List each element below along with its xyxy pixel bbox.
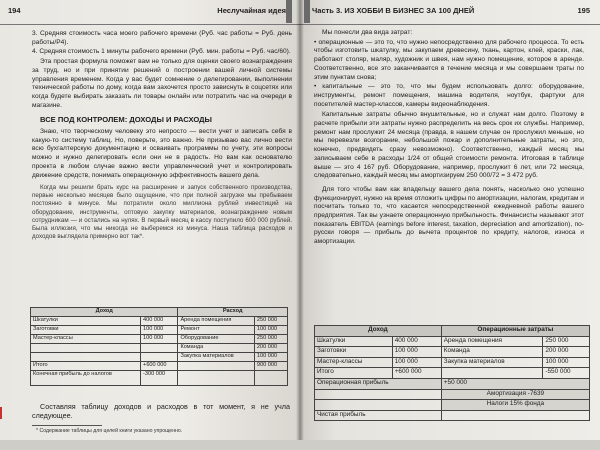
right-text-top [314,29,584,248]
right-bullet-list [314,39,584,110]
table-cell [254,371,287,386]
table-cell: Ремонт [178,326,254,335]
book-bottom-edge [0,440,600,450]
table-cell [441,368,543,379]
amortization-cell [441,389,589,400]
table-row [315,368,590,379]
table-cell: 100 000 [254,326,287,335]
tax-cell: Налоги 15% фонда [441,400,589,411]
table-row [31,362,288,371]
table-cell: Шкатулки [31,317,141,326]
left-paragraph-3: Когда мы решили брать курс на расширение и запуск собственного производства, первые несколько месяцев было ощущение, что при полной загрузке мы пребываем постоянно в минусе. Мы потратили около миллиона рублей инвестиций на оборудование, инструменты, оптовую закупку материалов, вознаграждение новым сотрудникам — и остались на нулях. В первый месяц в кассу поступило 600 000 рублей. Была иллюзия, что мы никогда не выберемся из минуса. Наша таблица расходов и доходов выглядела примерно вот так*. [32,184,292,240]
table-cell: 900 000 [254,362,287,371]
table-cell: Заготовки [315,347,393,358]
table-row [315,389,590,400]
right-page [300,0,600,450]
table-cell: 400 000 [392,336,441,347]
table-cell: Заготовки [31,326,141,335]
left-header-tab [286,0,292,23]
table-cell: -300 000 [141,371,178,386]
right-running-head: Часть 3. ИЗ ХОББИ В БИЗНЕС ЗА 100 ДНЕЙ [312,6,475,15]
left-paragraph-4 [32,402,290,422]
table-row [315,336,590,347]
table-cell [141,344,178,353]
table-cell [141,353,178,362]
table-cell: 250 000 [543,336,590,347]
table-cell: Шкатулки [315,336,393,347]
left-paragraph-1: Эта простая формула поможет вам не только для оценки своего вознаграждения за труд, но и при принятии решений о построении вашей личной системы управления временем. Когда у вас будет сомнение о делегировании, выполнении технической работы по дому, когда вам захочется просто зависнуть в соцсетях или когда будете выбирать заказать ли товары онлайн или потратить час на очереди в магазине. [32,58,292,109]
page-edge-mark [0,407,2,419]
table-row [31,317,288,326]
table-row [315,357,590,368]
right-paragraph-2: Для того чтобы вам как владельцу вашего дела понять, насколько оно успешно функционирует, нужно на время отложить цифры по амортизации, налогам, кредитам и посчитать только то, что касается непосредственной ежедневной работы вашего предприятия. Так вы узнаете операционную прибыльность. Финансисты называют этот показатель EBITDA (earnings before interest, taxation, depreciation and amortization), по-русски говоря — прибыль до вычета процентов по кредиту, налогов, износа и амортизации. [314,185,584,246]
right-intro: Мы понесли два вида затрат: [322,29,413,36]
list-item: • операционные — это то, что нужно непосредственно для рабочего процесса. То есть чтобы изготовить шкатулку, мы закупаем древесину, ткань, картон, клей, краски, лак, работают столяр, маляр, художник и швея, нам нужно помещение, которое в аренде. Соответственно, все это заканчивается в течение месяца и мы совершаем траты по этим пунктам снова; [314,38,584,81]
table-cell [315,389,442,400]
left-table-header-expense: Расход [178,308,288,317]
right-header-tab [304,0,310,23]
amortization-value: -7639 [527,389,545,397]
table-cell: 200 000 [543,347,590,358]
table-cell [31,344,141,353]
left-table-header-income: Доход [31,308,178,317]
table-cell: Закупка материалов [441,357,543,368]
section-heading: ВСЕ ПОД КОНТРОЛЕМ: ДОХОДЫ И РАСХОДЫ [40,115,212,125]
table-row [31,371,288,386]
amortization-label: Амортизация [486,389,526,397]
right-page-header [300,0,600,25]
left-page-number: 194 [8,6,21,15]
table-cell: 100 000 [392,357,441,368]
table-cell: 100 000 [254,353,287,362]
table-cell: +600 000 [141,362,178,371]
table-row [315,378,590,389]
table-cell: Команда [178,344,254,353]
table-cell: Аренда помещения [178,317,254,326]
table-cell: Конечная прибыль до налогов [31,371,141,386]
table-cell: -550 000 [543,368,590,379]
table-cell: 100 000 [141,335,178,344]
left-list-item-3: 3. Средняя стоимость часа моего рабочего времени (Руб. час работы = Руб. день работы/Р4). [32,30,292,46]
table-cell: +600 000 [392,368,441,379]
left-page-header [0,0,300,25]
table-row [31,353,288,362]
book-gutter [296,0,304,450]
table-row [315,410,590,421]
footnote-divider [32,425,102,426]
left-text-top [32,30,292,242]
table-cell: Аренда помещения [441,336,543,347]
table-row [31,335,288,344]
table-row [315,400,590,411]
table-cell: Мастер-классы [31,335,141,344]
table-cell: 100 000 [543,357,590,368]
right-page-number: 195 [577,6,590,15]
left-running-head: Неслучайная идея [217,6,286,15]
table-cell: 250 000 [254,317,287,326]
table-cell [178,371,254,386]
right-paragraph-1: Капитальные затраты обычно внушительные, но и служат нам долго. Поэтому в расчете прибыли эти затраты нужно распределить на весь срок их службы. Например, ремонт нам прослужит 24 месяца (правда, в нашем случае он прослужил меньше, но мы перевезли возгорание, небольшой пожар и дополнительные затраты, но это, конечно, предвидеть сразу невозможно). Соответственно, каждый месяц мы записываем себе в расходы 1/24 от общей стоимости ремонта. Итоговая в таблице выше — это 4 167 руб. Оборудование, например, прослужит 6 лет, или 72 месяца, следовательно, каждый месяц мы амортизируем 250 000/72 = 3 472 руб. [314,111,584,180]
table-cell: Мастер-классы [315,357,393,368]
left-paragraph-2: Знаю, что творческому человеку это непросто — вести учет и записать себя в какую-то систему таблиц. Но, поверьте, это важно. Не призываю вас лично вести всю бухгалтерскую документацию и осваивать программы по учету, эти вопросы можно и нужно делегировать если они не в радость. Но вам как основателю проекта в любом случае важно вести управленческий учет и контролировать движение средств, понимать операционную эффективность вашего дела. [32,128,292,179]
table-cell: Команда [441,347,543,358]
table-cell: 100 000 [392,347,441,358]
op-profit-label: Операционная прибыль [315,378,442,389]
table-cell: Итого [31,362,141,371]
right-table-header-expense: Операционные затраты [441,326,589,337]
footnote: * Содержание таблицы для целей книги указано упрощенно. [36,428,183,434]
table-row [31,326,288,335]
op-profit-value: +50 000 [441,378,589,389]
table-row [315,347,590,358]
table-cell: Итого [315,368,393,379]
left-income-expense-table [30,307,288,386]
table-cell: 400 000 [141,317,178,326]
table-cell: Закупка материалов [178,353,254,362]
left-paragraph-4-text: Составляя таблицу доходов и расходов в тот момент, я не учла следующее. [32,402,290,421]
table-cell: 200 000 [254,344,287,353]
table-cell [441,410,589,421]
table-cell: Оборудование [178,335,254,344]
table-cell: 250 000 [254,335,287,344]
table-cell [178,362,254,371]
table-cell: 100 000 [141,326,178,335]
right-ebitda-table [314,325,590,421]
left-list-item-4: 4. Средняя стоимость 1 минуты рабочего времени (Руб. мин. работы = Руб. час/60). [32,48,291,56]
table-cell [31,353,141,362]
table-row [31,344,288,353]
right-table-header-income: Доход [315,326,442,337]
net-profit-label: Чистая прибыль [315,410,442,421]
table-cell [315,400,442,411]
list-item: • капитальные — это то, что мы будем использовать долго: оборудование, инструменты, ремонт помещения, машина водителя, ноутбук, фартуки для посетителей мастер-классов, камеры видеонаблюдения. [314,83,584,108]
